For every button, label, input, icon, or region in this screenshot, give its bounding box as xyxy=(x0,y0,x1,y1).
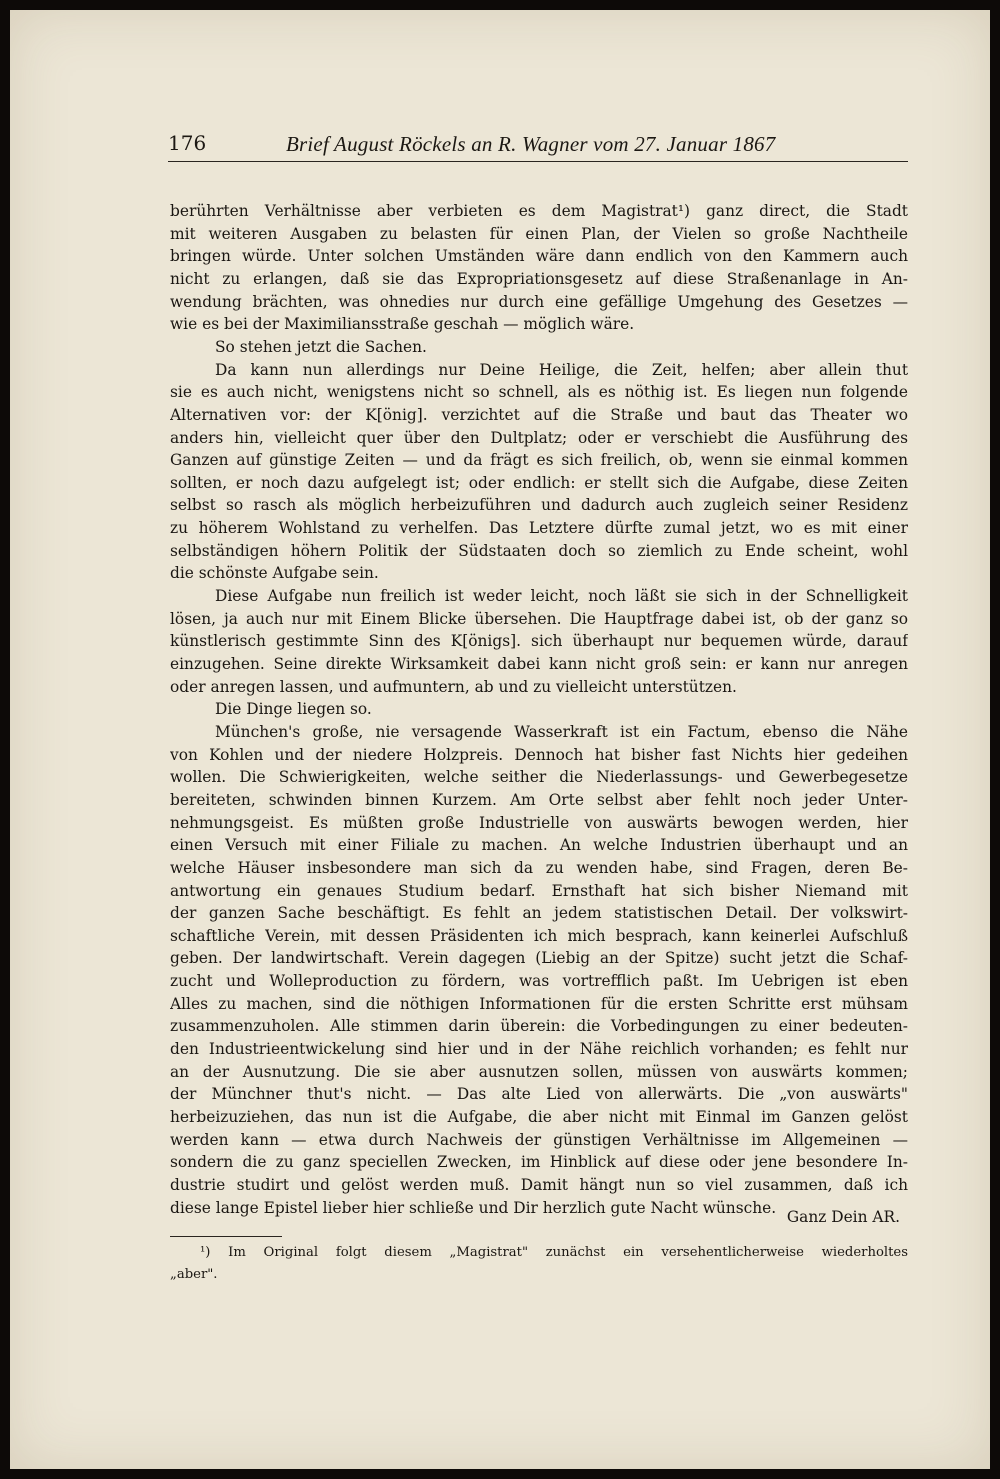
text-line: anders hin, vielleicht quer über den Dultplatz; oder er verschiebt die Ausführung des xyxy=(170,428,908,447)
text-line: Diese Aufgabe nun freilich ist weder leicht, noch läßt sie sich in der Schnelligkeit xyxy=(215,587,908,605)
text-line: zucht und Wolleproduction zu fördern, was vortrefflich paßt. Im Uebrigen ist eben xyxy=(170,972,908,991)
footnote-line-1: ¹) Im Original folgt diesem „Magistrat" zunächst ein versehentlicherweise wiederholtes xyxy=(200,1245,908,1260)
text-line: geben. Der landwirtschaft. Verein dagegen (Liebig an der Spitze) sucht jetzt die Schaf- xyxy=(170,949,908,968)
text-line: sie es auch nicht, wenigstens nicht so schnell, als es nöthig ist. Es liegen nun folgende xyxy=(170,383,908,402)
text-line: schaftliche Verein, mit dessen Präsidenten ich mich besprach, kann keinerlei Aufschluß xyxy=(170,926,908,945)
text-line: lösen, ja auch nur mit Einem Blicke übersehen. Die Hauptfrage dabei ist, ob der ganz so xyxy=(170,609,908,628)
text-line: Alles zu machen, sind die nöthigen Informationen für die ersten Schritte erst mühsam xyxy=(170,994,908,1013)
text-line: mit weiteren Ausgaben zu belasten für einen Plan, der Vielen so große Nachtheile xyxy=(170,224,908,243)
footnote-divider xyxy=(170,1236,282,1237)
text-line: wollen. Die Schwierigkeiten, welche seither die Niederlassungs- und Gewerbegesetze xyxy=(170,768,908,787)
text-line: diese lange Epistel lieber hier schließe und Dir herzlich gute Nacht wünsche. xyxy=(170,1198,777,1217)
running-title: Brief August Röckels an R. Wagner vom 27. Januar 1867 xyxy=(286,132,776,156)
text-line: Ganzen auf günstige Zeiten — und da frägt es sich freilich, ob, wenn sie einmal kommen xyxy=(170,451,908,470)
text-line: zu höherem Wohlstand zu verhelfen. Das Letztere dürfte zumal jetzt, wo es mit einer xyxy=(170,519,908,538)
text-line: Alternativen vor: der K[önig]. verzichtet auf die Straße und baut das Theater wo xyxy=(170,405,908,424)
text-line: Da kann nun allerdings nur Deine Heilige, die Zeit, helfen; aber allein thut xyxy=(215,360,908,379)
signature: Ganz Dein AR. xyxy=(786,1208,900,1226)
text-line: oder anregen lassen, und aufmuntern, ab und zu vielleicht unterstützen. xyxy=(170,677,737,696)
text-line: Die Dinge liegen so. xyxy=(215,700,372,719)
text-line: herbeizuziehen, das nun ist die Aufgabe, die aber nicht mit Einmal im Ganzen gelöst xyxy=(170,1108,908,1126)
text-line: sollten, er noch dazu aufgelegt ist; oder endlich: er stellt sich die Aufgabe, diese Zeiten xyxy=(170,473,908,492)
text-line: nicht zu erlangen, daß sie das Expropriationsgesetz auf diese Straßenanlage in An- xyxy=(170,269,908,288)
text-line: berührten Verhältnisse aber verbieten es dem Magistrat¹) ganz direct, die Stadt xyxy=(170,202,908,220)
text-line: dustrie studirt und gelöst werden muß. Damit hängt nun so viel zusammen, daß ich xyxy=(170,1175,908,1194)
text-line: der Münchner thut's nicht. — Das alte Lied von allerwärts. Die „von auswärts" xyxy=(170,1085,908,1104)
text-line: wendung brächten, was ohnedies nur durch eine gefällige Umgehung des Gesetzes — xyxy=(170,292,908,311)
text-line: München's große, nie versagende Wasserkraft ist ein Factum, ebenso die Nähe xyxy=(215,722,908,741)
text-line: einzugehen. Seine direkte Wirksamkeit dabei kann nicht groß sein: er kann nur anregen xyxy=(170,655,908,673)
text-line: werden kann — etwa durch Nachweis der günstigen Verhältnisse im Allgemeinen — xyxy=(170,1130,908,1149)
text-line: der ganzen Sache beschäftigt. Es fehlt an jedem statistischen Detail. Der volkswirt- xyxy=(170,904,908,923)
text-line: bereiteten, schwinden binnen Kurzem. Am Orte selbst aber fehlt noch jeder Unter- xyxy=(170,790,908,809)
page-number: 176 xyxy=(168,131,207,155)
text-line: selbst so rasch als möglich herbeizuführen und dadurch auch zugleich seiner Residenz xyxy=(170,496,908,515)
text-line: an der Ausnutzung. Die sie aber ausnutzen sollen, müssen von auswärts kommen; xyxy=(170,1062,908,1081)
page-header xyxy=(168,131,908,162)
text-line: welche Häuser insbesondere man sich da zu wenden habe, sind Fragen, deren Be- xyxy=(170,858,908,877)
text-line: antwortung ein genaues Studium bedarf. Ernsthaft hat sich bisher Niemand mit xyxy=(170,881,908,900)
text-line: wie es bei der Maximiliansstraße geschah — möglich wäre. xyxy=(170,315,635,334)
text-line: einen Versuch mit einer Filiale zu machen. An welche Industrien überhaupt und an xyxy=(170,836,908,855)
text-line: selbständigen höhern Politik der Südstaaten doch so ziemlich zu Ende scheint, wohl xyxy=(170,541,908,560)
text-line: sondern die zu ganz speciellen Zwecken, im Hinblick auf diese oder jene besondere In- xyxy=(170,1153,908,1172)
text-line: nehmungsgeist. Es müßten große Industrielle von auswärts bewogen werden, hier xyxy=(170,813,908,832)
footnote-line-2: „aber". xyxy=(170,1267,218,1282)
text-line: die schönste Aufgabe sein. xyxy=(170,564,379,583)
text-line: bringen würde. Unter solchen Umständen wäre dann endlich von den Kammern auch xyxy=(170,247,908,266)
text-line: von Kohlen und der niedere Holzpreis. Dennoch hat bisher fast Nichts hier gedeihen xyxy=(170,745,908,764)
text-line: künstlerisch gestimmte Sinn des K[önigs]. sich überhaupt nur bequemen würde, darauf xyxy=(170,632,908,651)
text-line: zusammenzuholen. Alle stimmen darin überein: die Vorbedingungen zu einer bedeuten- xyxy=(170,1017,908,1036)
text-line: den Industrieentwickelung sind hier und in der Nähe reichlich vorhanden; es fehlt nur xyxy=(170,1040,908,1058)
text-line: So stehen jetzt die Sachen. xyxy=(215,337,427,356)
